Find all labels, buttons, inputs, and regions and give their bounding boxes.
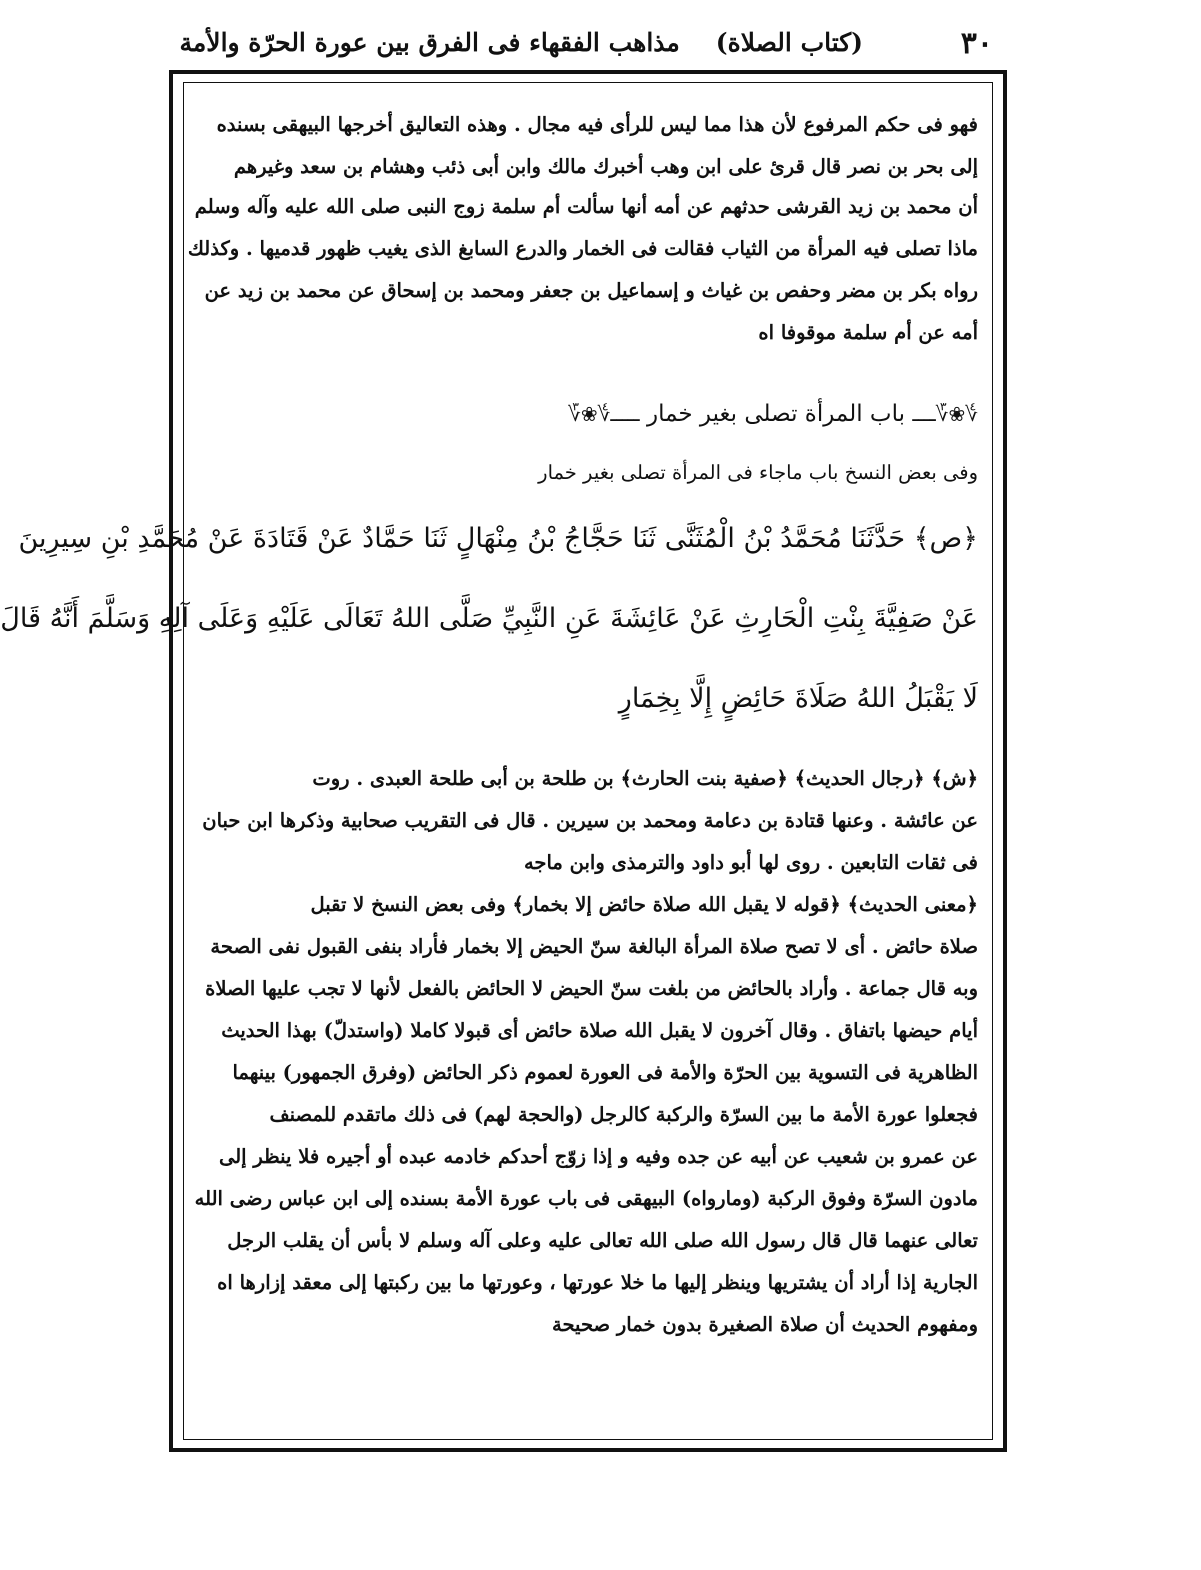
- page-frame-inner: [0, 82, 993, 1440]
- page-number: ٣٠: [960, 26, 993, 61]
- text-line: ماذا تصلى فيه المرأة من الثياب فقالت فى الخمار والدرع السابغ الذى يغيب ظهور قدميها . وكذلك: [187, 237, 978, 260]
- commentary-line: فجعلوا عورة الأمة ما بين السرّة والركبة كالرجل (والحجة لهم) فى ذلك ماتقدم للمصنف: [269, 1103, 978, 1126]
- section-title: مذاهب الفقهاء فى الفرق بين عورة الحرّة والأمة: [179, 28, 680, 57]
- commentary-line: وبه قال جماعة . وأراد بالحائض من بلغت سنّ الحيض لا الحائض بالفعل لأنها لا تجب عليها الصلاة: [205, 977, 978, 1000]
- page-frame: [0, 70, 1007, 1452]
- commentary-line: الجارية إذا أراد أن يشتريها وينظر إليها ما خلا عورتها ، وعورتها ما بين ركبتها إلى معقد إزارها اه: [217, 1271, 978, 1294]
- text-line: فهو فى حكم المرفوع لأن هذا مما ليس للرأى فيه مجال . وهذه التعاليق أخرجها البيهقى بسنده: [216, 113, 978, 136]
- running-header: [153, 22, 1013, 70]
- book-title: (كتاب الصلاة): [715, 28, 863, 57]
- commentary-line: أيام حيضها باتفاق . وقال آخرون لا يقبل الله صلاة حائض أى قبولا كاملا (واستدلّ) بهذا الحديث: [221, 1019, 978, 1042]
- commentary-line: فى ثقات التابعين . روى لها أبو داود والترمذى وابن ماجه: [523, 851, 978, 874]
- ornament-icon: ؇❀؆ــــ: [912, 402, 978, 426]
- text-line: أمه عن أم سلمة موقوفا اه: [758, 321, 978, 344]
- chapter-title: باب المرأة تصلى بغير خمار: [646, 401, 905, 427]
- commentary-line: صلاة حائض . أى لا تصح صلاة المرأة البالغة سنّ الحيض إلا بخمار فأراد بنفى القبول نفى الصحة: [210, 935, 978, 958]
- commentary-line: الظاهرية فى التسوية بين الحرّة والأمة فى العورة لعموم ذكر الحائض (وفرق الجمهور) بينهما: [232, 1061, 978, 1084]
- variant-note: وفى بعض النسخ باب ماجاء فى المرأة تصلى بغير خمار: [538, 461, 978, 484]
- page-content: [0, 93, 978, 1431]
- running-title: [153, 28, 863, 57]
- commentary-line: تعالى عنهما قال قال رسول الله صلى الله تعالى عليه وعلى آله وسلم لا بأس أن يقلب الرجل: [227, 1229, 978, 1252]
- text-line: إلى بحر بن نصر قال قرئ على ابن وهب أخبرك مالك وابن أبى ذئب وهشام بن سعد وغيرهم: [233, 155, 978, 178]
- commentary-line: عن عمرو بن شعيب عن أبيه عن جده وفيه و إذا زوّج أحدكم خادمه عبده أو أجيره فلا ينظر إلى: [218, 1145, 978, 1168]
- ornament-icon: ـــــ؇❀؆: [568, 402, 640, 426]
- text-line: رواه بكر بن مضر وحفص بن غياث و إسماعيل بن جعفر ومحمد بن إسحاق عن محمد بن زيد عن: [204, 279, 978, 302]
- text-line: أن محمد بن زيد القرشى حدثهم عن أمه أنها سألت أم سلمة زوج النبى صلى الله عليه وآله وسلم: [194, 195, 978, 218]
- commentary-line: ومفهوم الحديث أن صلاة الصغيرة بدون خمار صحيحة: [552, 1313, 978, 1336]
- hadith-line: لَا يَقْبَلُ اللهُ صَلَاةَ حَائِضٍ إِلَّا بِخِمَارٍ: [618, 683, 978, 714]
- commentary-line: عن عائشة . وعنها قتادة بن دعامة ومحمد بن سيرين . قال فى التقريب صحابية وذكرها ابن حبان: [202, 809, 978, 832]
- hadith-line: ﴿ص﴾ حَدَّثَنَا مُحَمَّدُ بْنُ الْمُثَنَّى ثَنَا حَجَّاجُ بْنُ مِنْهَالٍ ثَنَا حَمَّادٌ عَنْ قَتَادَةَ عَنْ مُحَمَّدِ بْنِ سِيرِينَ: [18, 523, 978, 554]
- commentary-line: ﴿معنى الحديث﴾ ﴿قوله لا يقبل الله صلاة حائض إلا بخمار﴾ وفى بعض النسخ لا تقبل: [310, 893, 978, 916]
- commentary-line: ﴿ش﴾ ﴿رجال الحديث﴾ ﴿صفية بنت الحارث﴾ بن طلحة بن أبى طلحة العبدى . روت: [312, 767, 978, 790]
- hadith-line: عَنْ صَفِيَّةَ بِنْتِ الْحَارِثِ عَنْ عَائِشَةَ عَنِ النَّبِيِّ صَلَّى اللهُ تَعَالَى عَلَيْهِ وَعَلَى آلِهِ وَسَلَّمَ أَنَّهُ قَالَ: [0, 603, 978, 634]
- chapter-heading: [198, 401, 978, 427]
- commentary-line: مادون السرّة وفوق الركبة (ومارواه) البيهقى فى باب عورة الأمة بسنده إلى ابن عباس رضى الله: [194, 1187, 978, 1210]
